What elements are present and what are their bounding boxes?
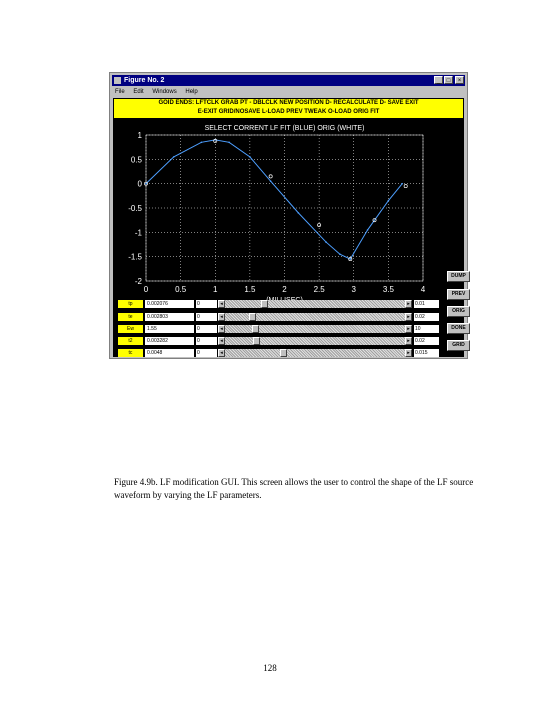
param-label: te [118, 313, 143, 321]
param-min-field[interactable]: 0 [196, 313, 217, 321]
close-button[interactable]: × [455, 76, 464, 84]
x-tick-label: 4 [420, 285, 426, 294]
slider-right-arrow-icon[interactable]: ▸ [405, 349, 412, 357]
x-tick-label: 1.5 [244, 285, 256, 294]
lf-fit-point [325, 241, 327, 243]
lf-fit-point [349, 258, 351, 260]
param-min-field[interactable]: 0 [196, 325, 217, 333]
slider-thumb[interactable] [252, 325, 259, 333]
param-max-field[interactable]: 0.02 [414, 337, 439, 345]
menu-bar [112, 87, 465, 97]
param-value-field[interactable]: 1.55 [145, 325, 194, 333]
param-value-field[interactable]: 0.002076 [145, 300, 194, 308]
maximize-button[interactable]: □ [444, 76, 453, 84]
slider-right-arrow-icon[interactable]: ▸ [405, 337, 412, 345]
window-titlebar[interactable] [112, 75, 465, 86]
figure-canvas [113, 98, 464, 357]
grid-button[interactable]: GRID [447, 340, 470, 351]
lf-fit-point [249, 156, 251, 158]
param-label: t2 [118, 337, 143, 345]
param-label: tc [118, 349, 143, 357]
window-title: Figure No. 2 [124, 77, 165, 84]
waveform-plot[interactable] [113, 119, 464, 357]
slider-left-arrow-icon[interactable]: ◂ [218, 349, 225, 357]
y-tick-label: 0 [137, 179, 142, 189]
done-button[interactable]: DONE [447, 323, 470, 334]
param-value-field[interactable]: 0.003282 [145, 337, 194, 345]
param-max-field[interactable]: 0.02 [414, 313, 439, 321]
menu-help[interactable]: Help [185, 89, 198, 95]
lf-fit-point [145, 183, 147, 185]
lf-fit-point [388, 200, 390, 202]
param-slider[interactable] [218, 313, 412, 321]
x-tick-label: 1 [213, 285, 218, 294]
page-number: 128 [263, 663, 277, 673]
y-tick-label: -1 [134, 228, 142, 238]
slider-right-arrow-icon[interactable]: ▸ [405, 300, 412, 308]
param-slider[interactable] [218, 337, 412, 345]
x-tick-label: 2 [282, 285, 287, 294]
instruction-banner [114, 99, 463, 118]
y-tick-label: -2 [134, 277, 142, 286]
lf-fit-curve [146, 140, 402, 259]
banner-line-2: E-EXIT GRID/NOSAVE L-LOAD PREV TWEAK O-LOAD ORIG FIT [197, 109, 380, 115]
param-value-field[interactable]: 0.002803 [145, 313, 194, 321]
lf-fit-point [339, 253, 341, 255]
y-tick-label: 0.5 [130, 155, 142, 165]
param-slider[interactable] [218, 300, 412, 308]
param-min-field[interactable]: 0 [196, 300, 217, 308]
orig-button[interactable]: ORIG [447, 306, 470, 317]
param-slider[interactable] [218, 349, 412, 357]
slider-right-arrow-icon[interactable]: ▸ [405, 325, 412, 333]
figure-icon [114, 77, 121, 84]
slider-left-arrow-icon[interactable]: ◂ [218, 337, 225, 345]
slider-left-arrow-icon[interactable]: ◂ [218, 300, 225, 308]
param-label: tp [118, 300, 143, 308]
chart-title: SELECT CORRENT LF FIT (BLUE) ORIG (WHITE) [204, 125, 365, 132]
x-tick-label: 0 [143, 285, 149, 294]
lf-fit-point [173, 156, 175, 158]
y-tick-label: 1 [137, 131, 142, 140]
figure-caption: Figure 4.9b. LF modification GUI. This screen allows the user to control the shape of the LF source waveform by varying the LF parameters. [114, 477, 474, 500]
dump-button[interactable]: DUMP [447, 271, 470, 282]
y-tick-label: -0.5 [128, 204, 142, 213]
y-tick-label: -1.5 [128, 252, 142, 262]
x-tick-label: 2.5 [313, 285, 325, 294]
menu-file[interactable]: File [115, 89, 125, 95]
param-max-field[interactable]: 0.015 [414, 349, 439, 357]
prev-button[interactable]: PREV [447, 289, 470, 300]
x-tick-label: 3 [351, 285, 356, 294]
lf-fit-point [367, 229, 369, 231]
slider-left-arrow-icon[interactable]: ◂ [218, 325, 225, 333]
minimize-button[interactable]: _ [434, 76, 443, 84]
orig-point-marker [269, 175, 272, 178]
param-min-field[interactable]: 0 [196, 349, 217, 357]
slider-thumb[interactable] [253, 337, 260, 345]
banner-line-1: GOID ENDS: LFTCLK GRAB PT - DBLCLK NEW POSITION D- RECALCULATE D- SAVE EXIT [158, 100, 419, 106]
lf-fit-point [270, 180, 272, 182]
param-slider[interactable] [218, 325, 412, 333]
slider-thumb[interactable] [280, 349, 287, 357]
x-tick-label: 3.5 [382, 285, 394, 294]
lf-fit-point [201, 142, 203, 144]
param-min-field[interactable]: 0 [196, 337, 217, 345]
slider-left-arrow-icon[interactable]: ◂ [218, 313, 225, 321]
menu-windows[interactable]: Windows [152, 89, 177, 95]
slider-thumb[interactable] [249, 313, 256, 321]
lf-fit-point [298, 212, 300, 214]
lf-fit-point [401, 183, 403, 185]
slider-right-arrow-icon[interactable]: ▸ [405, 313, 412, 321]
lf-fit-point [228, 142, 230, 144]
param-label: Ew [118, 325, 143, 333]
param-max-field[interactable]: 10 [414, 325, 439, 333]
x-tick-label: 0.5 [175, 285, 187, 294]
param-max-field[interactable]: 0.01 [414, 300, 439, 308]
slider-thumb[interactable] [261, 300, 268, 308]
figure-window [109, 72, 468, 359]
param-value-field[interactable]: 0.0048 [145, 349, 194, 357]
menu-edit[interactable]: Edit [133, 89, 144, 95]
orig-point-marker [404, 185, 407, 188]
